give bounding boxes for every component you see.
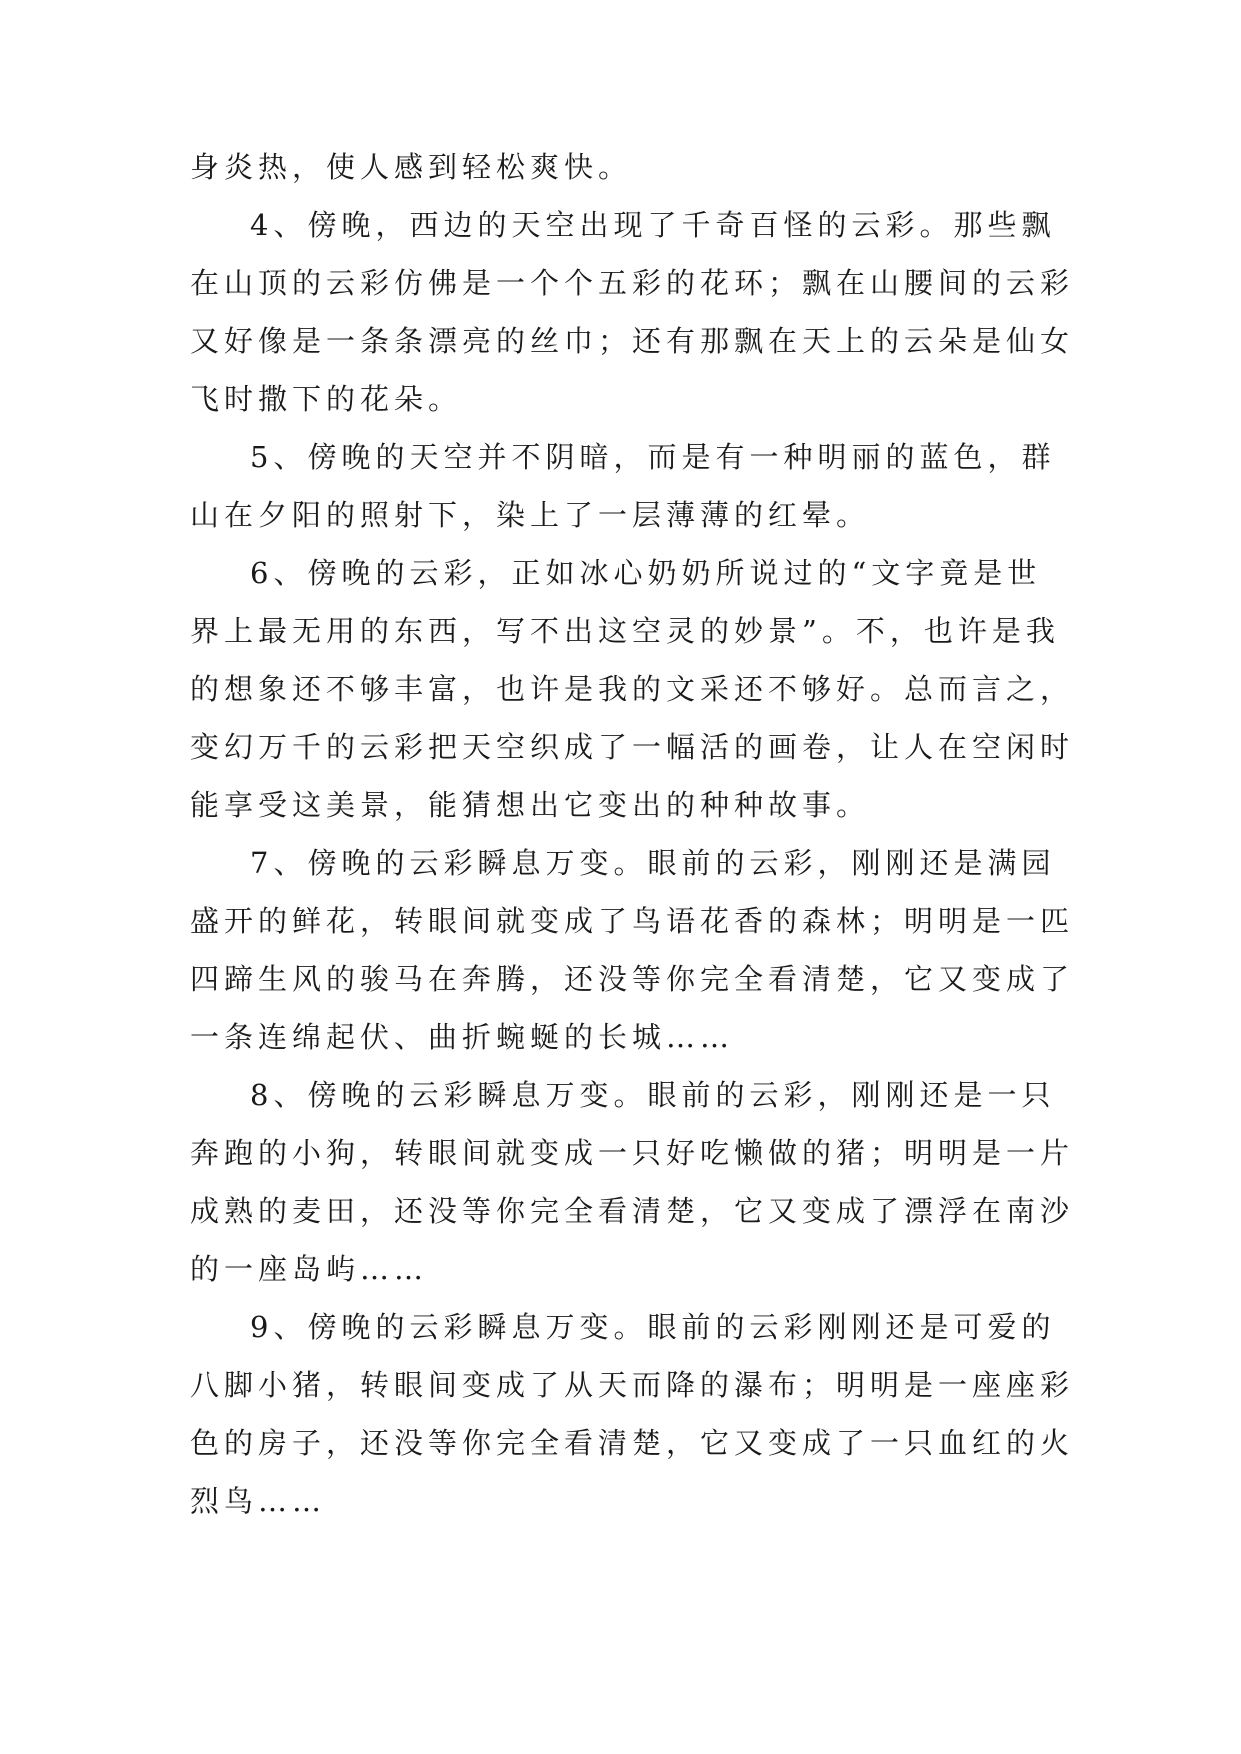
text-line: 色的房子，还没等你完全看清楚，它又变成了一只血红的火 [190,1426,1075,1460]
text-line: 一条连绵起伏、曲折蜿蜒的长城…… [190,1020,735,1054]
paragraph-9-start: 9、傍晚的云彩瞬息万变。眼前的云彩刚刚还是可爱的 [250,1310,1056,1344]
text-line: 盛开的鲜花，转眼间就变成了鸟语花香的森林；明明是一匹 [190,904,1075,938]
text-line: 能享受这美景，能猜想出它变出的种种故事。 [190,788,871,822]
paragraph-4-start: 4、傍晚，西边的天空出现了千奇百怪的云彩。那些飘 [250,208,1056,242]
paragraph-6-start: 6、傍晚的云彩，正如冰心奶奶所说过的“文字竟是世 [250,556,1042,590]
text-line: 山在夕阳的照射下，染上了一层薄薄的红晕。 [190,498,871,532]
text-line: 飞时撒下的花朵。 [190,382,463,416]
text-line: 界上最无用的东西，写不出这空灵的妙景”。不，也许是我 [190,614,1060,648]
text-line: 成熟的麦田，还没等你完全看清楚，它又变成了漂浮在南沙 [190,1194,1075,1228]
text-line: 在山顶的云彩仿佛是一个个五彩的花环；飘在山腰间的云彩 [190,266,1075,300]
text-line: 变幻万千的云彩把天空织成了一幅活的画卷，让人在空闲时 [190,730,1075,764]
text-line: 奔跑的小狗，转眼间就变成一只好吃懒做的猪；明明是一片 [190,1136,1075,1170]
text-line: 身炎热，使人感到轻松爽快。 [190,150,633,184]
paragraph-7-start: 7、傍晚的云彩瞬息万变。眼前的云彩，刚刚还是满园 [250,846,1056,880]
text-line: 四蹄生风的骏马在奔腾，还没等你完全看清楚，它又变成了 [190,962,1075,996]
text-line: 八脚小猪，转眼间变成了从天而降的瀑布；明明是一座座彩 [190,1368,1075,1402]
text-line: 烈鸟…… [190,1484,327,1518]
text-line: 又好像是一条条漂亮的丝巾；还有那飘在天上的云朵是仙女 [190,324,1075,358]
paragraph-8-start: 8、傍晚的云彩瞬息万变。眼前的云彩，刚刚还是一只 [250,1078,1056,1112]
text-line: 的一座岛屿…… [190,1252,429,1286]
paragraph-5-start: 5、傍晚的天空并不阴暗，而是有一种明丽的蓝色，群 [250,440,1056,474]
text-line: 的想象还不够丰富，也许是我的文采还不够好。总而言之， [190,672,1075,706]
